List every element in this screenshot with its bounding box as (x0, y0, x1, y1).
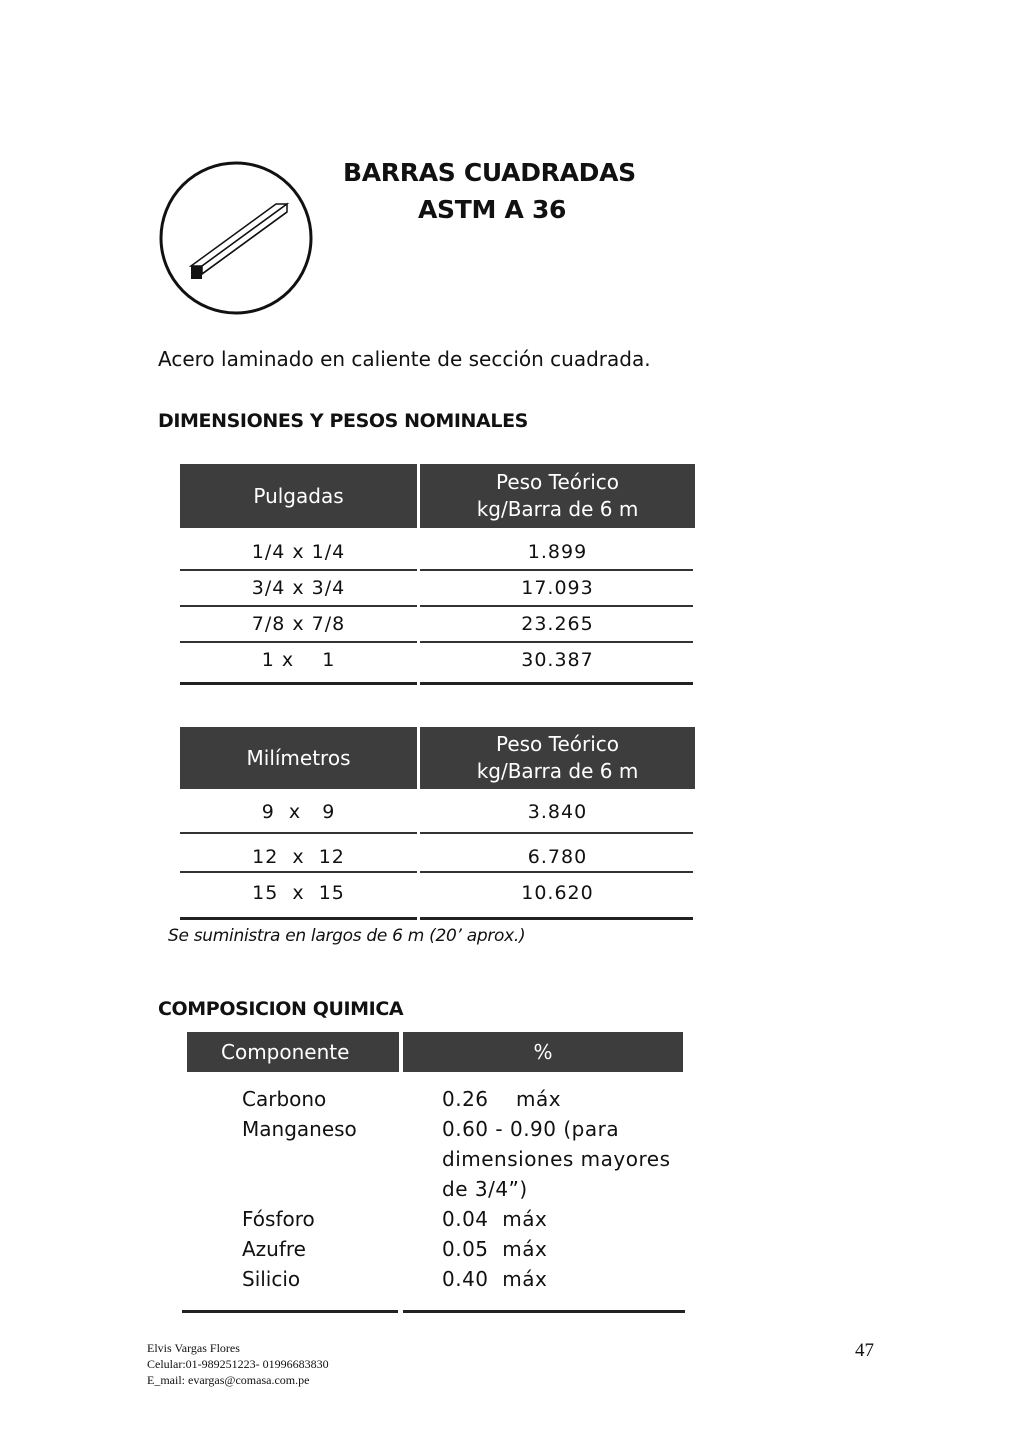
row-divider (420, 832, 693, 834)
page-subtitle: ASTM A 36 (418, 195, 567, 224)
chem-component: Manganeso (242, 1117, 357, 1141)
page-number: 47 (855, 1340, 874, 1361)
mm-header-size (180, 727, 417, 789)
row-divider (180, 871, 417, 873)
chem-component: Azufre (242, 1237, 306, 1261)
supply-note: Se suministra en largos de 6 m (20’ aprox.) (168, 926, 526, 946)
page-title: BARRAS CUADRADAS (343, 158, 636, 187)
footer-email: E_mail: evargas@comasa.com.pe (147, 1373, 310, 1387)
inches-header-weight-line2: kg/Barra de 6 m (476, 497, 639, 521)
inches-row-size: 3/4 x 3/4 (251, 577, 346, 599)
mm-header-weight-line1: Peso Teórico (495, 732, 620, 756)
table-bottom-rule (180, 682, 417, 685)
inches-row-size: 1 x 1 (261, 649, 336, 671)
inches-row-weight: 30.387 (521, 649, 594, 671)
row-divider (420, 569, 693, 571)
chem-value: 0.40 máx (442, 1267, 548, 1291)
chem-header-percent (403, 1032, 683, 1072)
inches-row-weight: 17.093 (521, 577, 594, 599)
chem-component: Silicio (242, 1267, 301, 1291)
mm-header-weight (420, 727, 695, 789)
chem-value: 0.60 - 0.90 (para (442, 1117, 620, 1141)
mm-row-size: 12 x 12 (252, 846, 345, 868)
row-divider (420, 605, 693, 607)
chem-value: dimensiones mayores (442, 1147, 671, 1171)
chem-component: Carbono (242, 1087, 327, 1111)
table-bottom-rule (403, 1310, 685, 1313)
row-divider (420, 871, 693, 873)
chem-value: 0.05 máx (442, 1237, 548, 1261)
inches-header-size (180, 464, 417, 528)
row-divider (180, 641, 417, 643)
mm-row-weight: 10.620 (521, 882, 594, 904)
inches-header-weight (420, 464, 695, 528)
mm-row-weight: 3.840 (527, 801, 588, 823)
row-divider (180, 832, 417, 834)
inches-header-weight-line1: Peso Teórico (495, 470, 620, 494)
inches-row-size: 7/8 x 7/8 (251, 613, 346, 635)
mm-table (180, 727, 695, 923)
inches-row-weight: 1.899 (527, 541, 588, 563)
inches-header-size-label: Pulgadas (253, 483, 344, 508)
row-divider (180, 605, 417, 607)
table-bottom-rule (180, 917, 417, 920)
square-bar-icon (158, 160, 314, 316)
row-divider (420, 641, 693, 643)
chem-component: Fósforo (242, 1207, 315, 1231)
chem-header-percent-label: % (533, 1040, 553, 1064)
table-bottom-rule (182, 1310, 398, 1313)
inches-table (180, 464, 695, 686)
table-bottom-rule (420, 917, 693, 920)
mm-header-weight-line2: kg/Barra de 6 m (476, 759, 639, 783)
chem-value: de 3/4”) (442, 1177, 528, 1201)
mm-row-weight: 6.780 (527, 846, 588, 868)
dimensions-heading: DIMENSIONES Y PESOS NOMINALES (158, 410, 528, 432)
mm-row-size: 9 x 9 (261, 801, 336, 823)
product-description: Acero laminado en caliente de sección cuadrada. (158, 347, 651, 371)
inches-row-size: 1/4 x 1/4 (251, 541, 346, 563)
mm-row-size: 15 x 15 (252, 882, 345, 904)
footer-phone: Celular:01-989251223- 01996683830 (147, 1357, 329, 1371)
chem-value: 0.04 máx (442, 1207, 548, 1231)
table-bottom-rule (420, 682, 693, 685)
chem-header-component (187, 1032, 399, 1072)
row-divider (180, 569, 417, 571)
footer-name: Elvis Vargas Flores (147, 1341, 240, 1355)
chem-header-component-label: Componente (221, 1040, 350, 1064)
inches-row-weight: 23.265 (521, 613, 594, 635)
chem-value: 0.26 máx (442, 1087, 562, 1111)
mm-header-size-label: Milímetros (246, 745, 351, 770)
chemistry-heading: COMPOSICION QUIMICA (158, 998, 404, 1020)
